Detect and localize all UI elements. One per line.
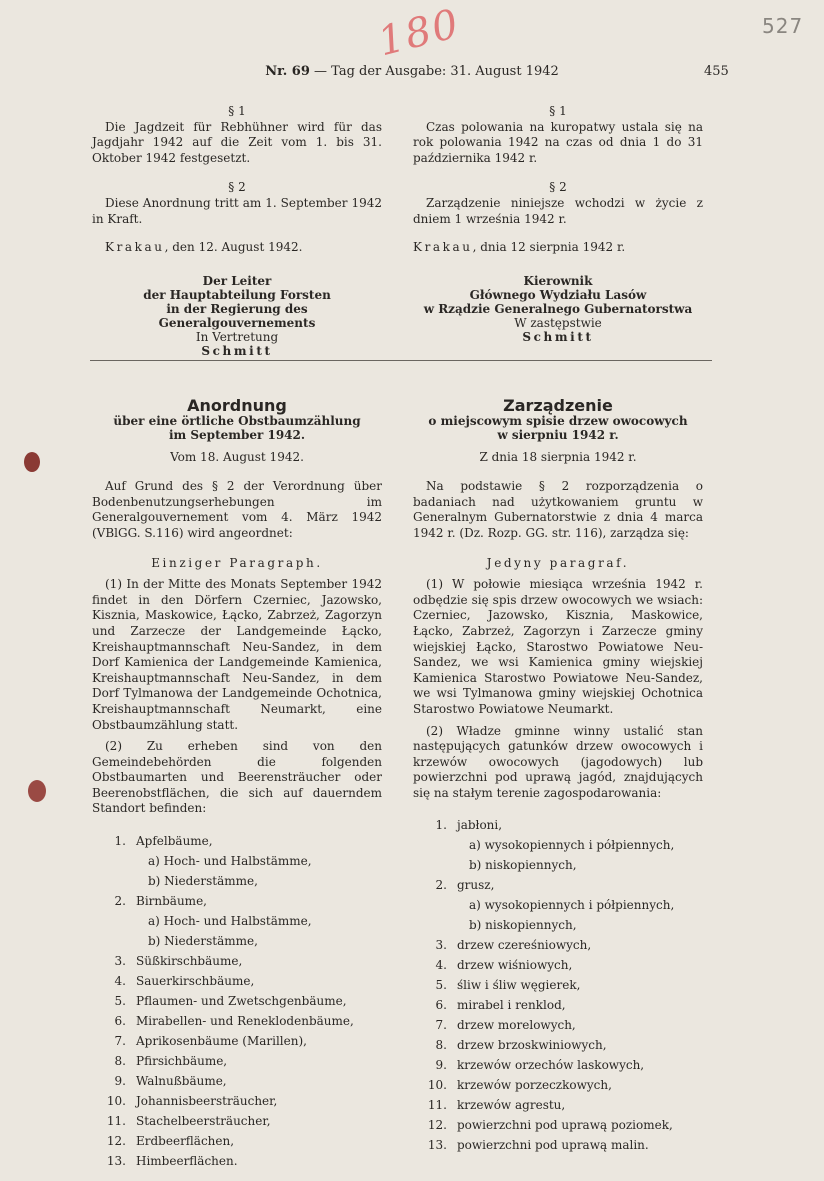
list-item-number: 6. — [435, 998, 447, 1013]
list-item — [92, 1071, 382, 1091]
polish-s1-text: Czas polowania na kuropatwy ustala się na rok polowania 1942 na czas od dnia 1 do 31 października 1942 r. — [413, 119, 703, 165]
list-item-text: a) Hoch- und Halbstämme, — [148, 854, 312, 869]
list-item-text: Aprikosenbäume (Marillen), — [136, 1034, 307, 1049]
list-item — [413, 875, 703, 895]
polish-subtitle-1: o miejscowym spisie drzew owocowych — [428, 413, 688, 428]
list-item — [413, 995, 703, 1015]
polish-top-section — [413, 104, 703, 344]
list-item-number: 13. — [427, 1138, 447, 1153]
german-title: Anordnung — [187, 396, 287, 415]
list-item-text: b) Niederstämme, — [148, 874, 258, 889]
polish-title: Zarządzenie — [503, 396, 613, 415]
list-item-text: Himbeerflächen. — [136, 1154, 238, 1169]
list-item — [413, 1095, 703, 1115]
list-item-text: Stachelbeersträucher, — [136, 1114, 271, 1129]
list-item — [413, 1115, 703, 1135]
list-item-text: drzew morelowych, — [457, 1018, 576, 1033]
list-item — [413, 935, 703, 955]
list-item-number: 6. — [114, 1014, 126, 1029]
german-s1-text: Die Jagdzeit für Rebhühner wird für das Jagdjahr 1942 auf die Zeit vom 1. bis 31. Oktober 1942 festgesetzt. — [92, 119, 382, 165]
polish-p2: (2) Władze gminne winny ustalić stan następujących gatunków drzew owocowych i krzewów owocowych (jagodowych) lub powierzchni pod uprawą jagód, znajdujących się na stałym terenie zagospodarowania: — [413, 723, 703, 800]
polish-paragraph-heading: Jedyny paragraf. — [486, 555, 630, 570]
polish-main-section — [413, 398, 703, 1155]
polish-sig-name: Schmitt — [522, 329, 594, 344]
list-item-text: drzew czereśniowych, — [457, 938, 592, 953]
german-date-line: Vom 18. August 1942. — [170, 449, 304, 464]
list-item-number: 13. — [106, 1154, 126, 1169]
polish-sig-line-2: Głównego Wydziału Lasów — [469, 287, 647, 302]
list-item-text: mirabel i renklod, — [457, 998, 566, 1013]
list-item-text: a) wysokopiennych i półpiennych, — [469, 898, 675, 913]
handwritten-page-number: 527 — [762, 14, 804, 38]
polish-place-date — [413, 240, 703, 256]
list-item — [92, 931, 382, 951]
list-item-number: 2. — [435, 878, 447, 893]
list-item-number: 5. — [435, 978, 447, 993]
german-top-section — [92, 104, 382, 358]
list-item — [413, 915, 703, 935]
polish-p1: (1) W połowie miesiąca września 1942 r. odbędzie się spis drzew owocowych we wsiach: Czerniec, Jazowsko, Kisznia, Maskowice, Łącko, Zabrzeż, Zagorzyn i Zarzecze gminy wiejskiej Łącko, Starostwo Powiatowe Neu-Sandez, we wsi Kamienica gminy wiejskiej Kamienica Starostwo Powiatowe Neu-Sandez, we wsi Tylmanowa gminy wiejskiej Ochotnica Starostwo Powiatowe Neumarkt. — [413, 577, 703, 716]
list-item-number: 7. — [114, 1034, 126, 1049]
polish-place-name: Krakau — [413, 240, 473, 255]
list-item-text: krzewów porzeczkowych, — [457, 1078, 612, 1093]
list-item-text: Pflaumen- und Zwetschgenbäume, — [136, 994, 347, 1009]
list-item — [413, 975, 703, 995]
polish-date-line: Z dnia 18 sierpnia 1942 r. — [479, 449, 637, 464]
list-item-text: Apfelbäume, — [136, 834, 213, 849]
german-place-date — [92, 240, 382, 256]
list-item-number: 9. — [435, 1058, 447, 1073]
list-item-number: 7. — [435, 1018, 447, 1033]
polish-intro: Na podstawie § 2 rozporządzenia o badaniach nad użytkowaniem gruntu w Generalnym Gubernatorstwie z dnia 4 marca 1942 r. (Dz. Rozp. GG. str. 116), zarządza się: — [413, 479, 703, 540]
list-item — [92, 951, 382, 971]
list-item-text: b) niskopiennych, — [469, 918, 577, 933]
list-item-number: 4. — [435, 958, 447, 973]
list-item-text: Sauerkirschbäume, — [136, 974, 255, 989]
list-item — [92, 1011, 382, 1031]
german-subtitle-1: über eine örtliche Obstbaumzählung — [113, 413, 361, 428]
header-issue-line — [0, 64, 824, 79]
red-stamp-number: 180 — [373, 0, 465, 66]
german-intro: Auf Grund des § 2 der Verordnung über Bodenbenutzungserhebungen im Generalgouvernement vom 4. März 1942 (VBlGG. S.116) wird angeordnet: — [92, 479, 382, 540]
list-item-text: Pfirsichbäume, — [136, 1054, 228, 1069]
list-item-text: Johannisbeersträucher, — [136, 1094, 278, 1109]
list-item-number: 5. — [114, 994, 126, 1009]
header-nr: Nr. 69 — [265, 64, 310, 79]
german-paragraph-heading: Einziger Paragraph. — [151, 555, 323, 570]
german-p1: (1) In der Mitte des Monats September 1942 findet in den Dörfern Czerniec, Jazowsko, Kisznia, Maskowice, Łącko, Zabrzeż, Zagorzyn und Zarzecze der Landgemeinde Łącko, Kreishauptmannschaft Neu-Sandez, in dem Dorf Kamienica der Landgemeinde Kamienica, Kreishauptmannschaft Neu-Sandez, in dem Dorf Tylmanowa der Landgemeinde Ochotnica, Kreishauptmannschaft Neumarkt, eine Obstbaumzählung statt. — [92, 577, 382, 732]
list-item-number: 2. — [114, 894, 126, 909]
list-item-text: Süßkirschbäume, — [136, 954, 243, 969]
list-item-text: Erdbeerflächen, — [136, 1134, 235, 1149]
punch-hole-bottom — [28, 780, 46, 802]
list-item-text: Walnußbäume, — [136, 1074, 227, 1089]
list-item-number: 1. — [114, 834, 126, 849]
list-item — [92, 971, 382, 991]
polish-fruit-list — [413, 815, 703, 1155]
list-item-text: drzew brzoskwiniowych, — [457, 1038, 607, 1053]
list-item-text: krzewów agrestu, — [457, 1098, 566, 1113]
polish-s2-heading: § 2 — [549, 180, 567, 195]
list-item — [92, 1091, 382, 1111]
list-item — [92, 831, 382, 851]
german-signature-block — [92, 274, 382, 358]
polish-s2-text: Zarządzenie niniejsze wchodzi w życie z dniem 1 września 1942 r. — [413, 195, 703, 226]
list-item — [413, 895, 703, 915]
german-main-section — [92, 398, 382, 1171]
polish-sig-line-4: W zastępstwie — [514, 315, 602, 330]
german-fruit-list — [92, 831, 382, 1171]
list-item-number: 10. — [106, 1094, 126, 1109]
list-item — [413, 1035, 703, 1055]
german-p2: (2) Zu erheben sind von den Gemeindebehörden die folgenden Obstbaumarten und Beerensträucher oder Beerenobstflächen, die sich auf dauerndem Standort befinden: — [92, 739, 382, 816]
list-item-number: 3. — [435, 938, 447, 953]
german-sig-line-2: der Hauptabteilung Forsten — [143, 287, 331, 302]
german-s2-heading: § 2 — [228, 180, 246, 195]
german-sig-name: Schmitt — [201, 343, 273, 358]
list-item — [92, 1031, 382, 1051]
list-item-number: 10. — [427, 1078, 447, 1093]
german-date: , den 12. August 1942. — [164, 240, 303, 255]
list-item — [92, 1051, 382, 1071]
german-sig-line-1: Der Leiter — [202, 273, 272, 288]
list-item-text: grusz, — [457, 878, 495, 893]
polish-sig-line-1: Kierownik — [523, 273, 593, 288]
polish-subtitle-2: w sierpniu 1942 r. — [497, 427, 619, 442]
list-item — [92, 991, 382, 1011]
list-item-text: powierzchni pod uprawą malin. — [457, 1138, 649, 1153]
list-item — [413, 1015, 703, 1035]
list-item — [92, 851, 382, 871]
german-subtitle-2: im September 1942. — [168, 427, 306, 442]
list-item-text: powierzchni pod uprawą poziomek, — [457, 1118, 673, 1133]
list-item — [413, 1055, 703, 1075]
section-divider — [90, 360, 712, 361]
list-item-number: 1. — [435, 818, 447, 833]
list-item-text: śliw i śliw węgierek, — [457, 978, 581, 993]
list-item-number: 3. — [114, 954, 126, 969]
header-page-number: 455 — [704, 64, 729, 79]
list-item — [92, 1151, 382, 1171]
list-item — [413, 955, 703, 975]
list-item-text: b) Niederstämme, — [148, 934, 258, 949]
list-item-text: krzewów orzechów laskowych, — [457, 1058, 645, 1073]
list-item-number: 8. — [435, 1038, 447, 1053]
polish-signature-block — [413, 274, 703, 344]
polish-sig-line-3: w Rządzie Generalnego Gubernatorstwa — [423, 301, 693, 316]
list-item-number: 8. — [114, 1054, 126, 1069]
list-item-text: drzew wiśniowych, — [457, 958, 573, 973]
list-item — [413, 855, 703, 875]
list-item-text: a) wysokopiennych i półpiennych, — [469, 838, 675, 853]
german-s1-heading: § 1 — [228, 104, 246, 118]
list-item — [92, 871, 382, 891]
list-item — [92, 891, 382, 911]
list-item-number: 12. — [427, 1118, 447, 1133]
german-sig-line-3: in der Regierung des Generalgouvernements — [158, 301, 316, 330]
list-item-number: 11. — [106, 1114, 126, 1129]
list-item — [92, 1131, 382, 1151]
list-item-text: a) Hoch- und Halbstämme, — [148, 914, 312, 929]
list-item-number: 12. — [106, 1134, 126, 1149]
punch-hole-top — [24, 452, 40, 472]
list-item-number: 9. — [114, 1074, 126, 1089]
list-item — [92, 911, 382, 931]
list-item-text: Mirabellen- und Reneklodenbäume, — [136, 1014, 354, 1029]
german-sig-line-4: In Vertretung — [195, 329, 279, 344]
header-issue: — Tag der Ausgabe: 31. August 1942 — [314, 64, 559, 79]
list-item-text: jabłoni, — [457, 818, 503, 833]
polish-date: , dnia 12 sierpnia 1942 r. — [472, 240, 626, 255]
list-item — [413, 815, 703, 835]
list-item-number: 4. — [114, 974, 126, 989]
german-s2-text: Diese Anordnung tritt am 1. September 1942 in Kraft. — [92, 195, 382, 226]
list-item — [413, 835, 703, 855]
list-item-text: Birnbäume, — [136, 894, 207, 909]
german-place-name: Krakau — [105, 240, 165, 255]
list-item — [92, 1111, 382, 1131]
list-item-number: 11. — [427, 1098, 447, 1113]
list-item — [413, 1075, 703, 1095]
list-item-text: b) niskopiennych, — [469, 858, 577, 873]
polish-s1-heading: § 1 — [549, 104, 567, 118]
list-item — [413, 1135, 703, 1155]
